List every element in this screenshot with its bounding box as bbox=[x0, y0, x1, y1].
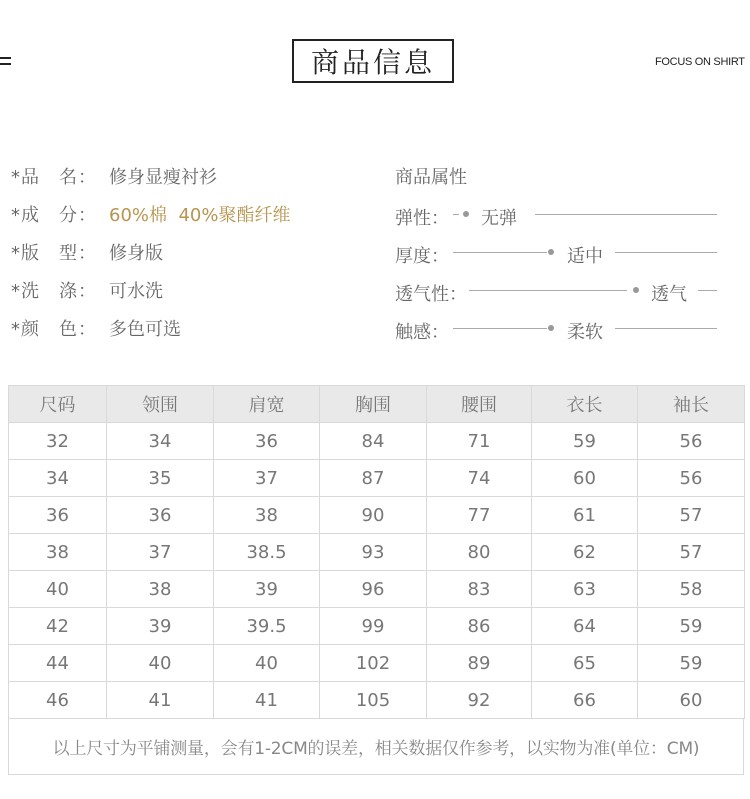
column-header: 腰围 bbox=[427, 386, 532, 423]
table-cell: 74 bbox=[427, 460, 532, 497]
info-label: *成 分： bbox=[11, 205, 97, 226]
info-row-fit bbox=[11, 233, 381, 271]
table-cell: 37 bbox=[107, 534, 214, 571]
info-value: 可水洗 bbox=[109, 281, 163, 302]
info-row-color bbox=[11, 309, 381, 347]
attr-line bbox=[453, 252, 547, 253]
info-value: 修身版 bbox=[109, 243, 163, 264]
table-cell: 86 bbox=[427, 608, 532, 645]
table-row bbox=[9, 608, 745, 645]
table-cell: 105 bbox=[320, 682, 427, 719]
attr-line bbox=[615, 328, 717, 329]
info-label: *版 型： bbox=[11, 243, 97, 264]
table-cell: 39 bbox=[214, 571, 320, 608]
info-value: 修身显瘦衬衫 bbox=[109, 167, 217, 188]
table-cell: 40 bbox=[9, 571, 107, 608]
table-row bbox=[9, 571, 745, 608]
table-cell: 35 bbox=[107, 460, 214, 497]
column-header: 胸围 bbox=[320, 386, 427, 423]
attr-value: 无弹 bbox=[481, 208, 517, 229]
table-cell: 38 bbox=[214, 497, 320, 534]
attr-marker-dot bbox=[463, 211, 469, 217]
info-value: 多色可选 bbox=[109, 319, 181, 340]
attr-line bbox=[615, 252, 717, 253]
table-cell: 83 bbox=[427, 571, 532, 608]
table-cell: 59 bbox=[638, 608, 745, 645]
table-cell: 60 bbox=[638, 682, 745, 719]
attr-marker-dot bbox=[633, 287, 639, 293]
table-cell: 59 bbox=[638, 645, 745, 682]
attr-line bbox=[453, 328, 547, 329]
table-cell: 38 bbox=[107, 571, 214, 608]
table-cell: 36 bbox=[107, 497, 214, 534]
table-cell: 46 bbox=[9, 682, 107, 719]
table-cell: 32 bbox=[9, 423, 107, 460]
attr-value: 透气 bbox=[651, 284, 687, 305]
attr-value: 适中 bbox=[567, 246, 603, 267]
info-label: *洗 涤： bbox=[11, 281, 97, 302]
info-row-wash bbox=[11, 271, 381, 309]
table-cell: 59 bbox=[532, 423, 638, 460]
table-row bbox=[9, 423, 745, 460]
info-label: *颜 色： bbox=[11, 319, 97, 340]
table-row bbox=[9, 497, 745, 534]
attr-row-elasticity bbox=[395, 195, 725, 233]
table-cell: 87 bbox=[320, 460, 427, 497]
table-cell: 90 bbox=[320, 497, 427, 534]
table-row bbox=[9, 682, 745, 719]
table-cell: 36 bbox=[9, 497, 107, 534]
table-cell: 42 bbox=[9, 608, 107, 645]
table-cell: 37 bbox=[214, 460, 320, 497]
table-cell: 39.5 bbox=[214, 608, 320, 645]
table-cell: 60 bbox=[532, 460, 638, 497]
attr-line bbox=[535, 214, 717, 215]
brand-tagline: FOCUS ON SHIRT bbox=[655, 56, 745, 68]
table-row bbox=[9, 645, 745, 682]
menu-icon[interactable] bbox=[0, 57, 11, 67]
table-cell: 84 bbox=[320, 423, 427, 460]
info-label: *品 名： bbox=[11, 167, 97, 188]
info-value-highlight: 60%棉 40%聚酯纤维 bbox=[109, 205, 291, 226]
table-cell: 102 bbox=[320, 645, 427, 682]
table-cell: 77 bbox=[427, 497, 532, 534]
table-row bbox=[9, 460, 745, 497]
table-cell: 44 bbox=[9, 645, 107, 682]
table-cell: 41 bbox=[214, 682, 320, 719]
table-cell: 96 bbox=[320, 571, 427, 608]
table-cell: 80 bbox=[427, 534, 532, 571]
table-cell: 41 bbox=[107, 682, 214, 719]
table-cell: 93 bbox=[320, 534, 427, 571]
attr-label: 触感： bbox=[395, 322, 449, 343]
column-header: 肩宽 bbox=[214, 386, 320, 423]
product-attributes bbox=[395, 157, 725, 347]
table-cell: 36 bbox=[214, 423, 320, 460]
table-cell: 56 bbox=[638, 460, 745, 497]
table-cell: 38.5 bbox=[214, 534, 320, 571]
column-header: 领围 bbox=[107, 386, 214, 423]
table-cell: 39 bbox=[107, 608, 214, 645]
info-row-material bbox=[11, 195, 381, 233]
info-row-name bbox=[11, 157, 381, 195]
attr-label: 弹性： bbox=[395, 208, 449, 229]
table-cell: 71 bbox=[427, 423, 532, 460]
attr-marker-dot bbox=[548, 325, 554, 331]
table-cell: 34 bbox=[9, 460, 107, 497]
table-cell: 58 bbox=[638, 571, 745, 608]
attr-line bbox=[469, 290, 627, 291]
section-title: 商品信息 bbox=[292, 39, 454, 83]
table-cell: 63 bbox=[532, 571, 638, 608]
table-cell: 40 bbox=[107, 645, 214, 682]
attributes-title: 商品属性 bbox=[395, 167, 467, 188]
table-cell: 40 bbox=[214, 645, 320, 682]
table-cell: 57 bbox=[638, 534, 745, 571]
table-cell: 34 bbox=[107, 423, 214, 460]
column-header: 尺码 bbox=[9, 386, 107, 423]
table-cell: 64 bbox=[532, 608, 638, 645]
size-chart-table bbox=[8, 385, 745, 719]
attr-line bbox=[453, 214, 459, 215]
table-cell: 38 bbox=[9, 534, 107, 571]
size-table-note: 以上尺寸为平铺测量，会有1-2CM的误差，相关数据仅作参考，以实物为准(单位：CM) bbox=[8, 718, 744, 775]
menu-icon-bar bbox=[0, 57, 11, 59]
table-cell: 89 bbox=[427, 645, 532, 682]
column-header: 袖长 bbox=[638, 386, 745, 423]
table-row bbox=[9, 534, 745, 571]
table-cell: 57 bbox=[638, 497, 745, 534]
table-cell: 99 bbox=[320, 608, 427, 645]
attr-line bbox=[698, 290, 717, 291]
table-cell: 61 bbox=[532, 497, 638, 534]
attr-value: 柔软 bbox=[567, 322, 603, 343]
column-header: 衣长 bbox=[532, 386, 638, 423]
attr-label: 厚度： bbox=[395, 246, 449, 267]
attr-row-breathability bbox=[395, 271, 725, 309]
menu-icon-bar bbox=[0, 63, 11, 65]
table-cell: 65 bbox=[532, 645, 638, 682]
table-cell: 62 bbox=[532, 534, 638, 571]
attr-marker-dot bbox=[548, 249, 554, 255]
attr-row-thickness bbox=[395, 233, 725, 271]
product-info-list bbox=[11, 157, 381, 347]
attr-row-touch bbox=[395, 309, 725, 347]
table-header-row bbox=[9, 386, 745, 423]
table-cell: 66 bbox=[532, 682, 638, 719]
attr-label: 透气性： bbox=[395, 284, 467, 305]
table-cell: 56 bbox=[638, 423, 745, 460]
table-cell: 92 bbox=[427, 682, 532, 719]
